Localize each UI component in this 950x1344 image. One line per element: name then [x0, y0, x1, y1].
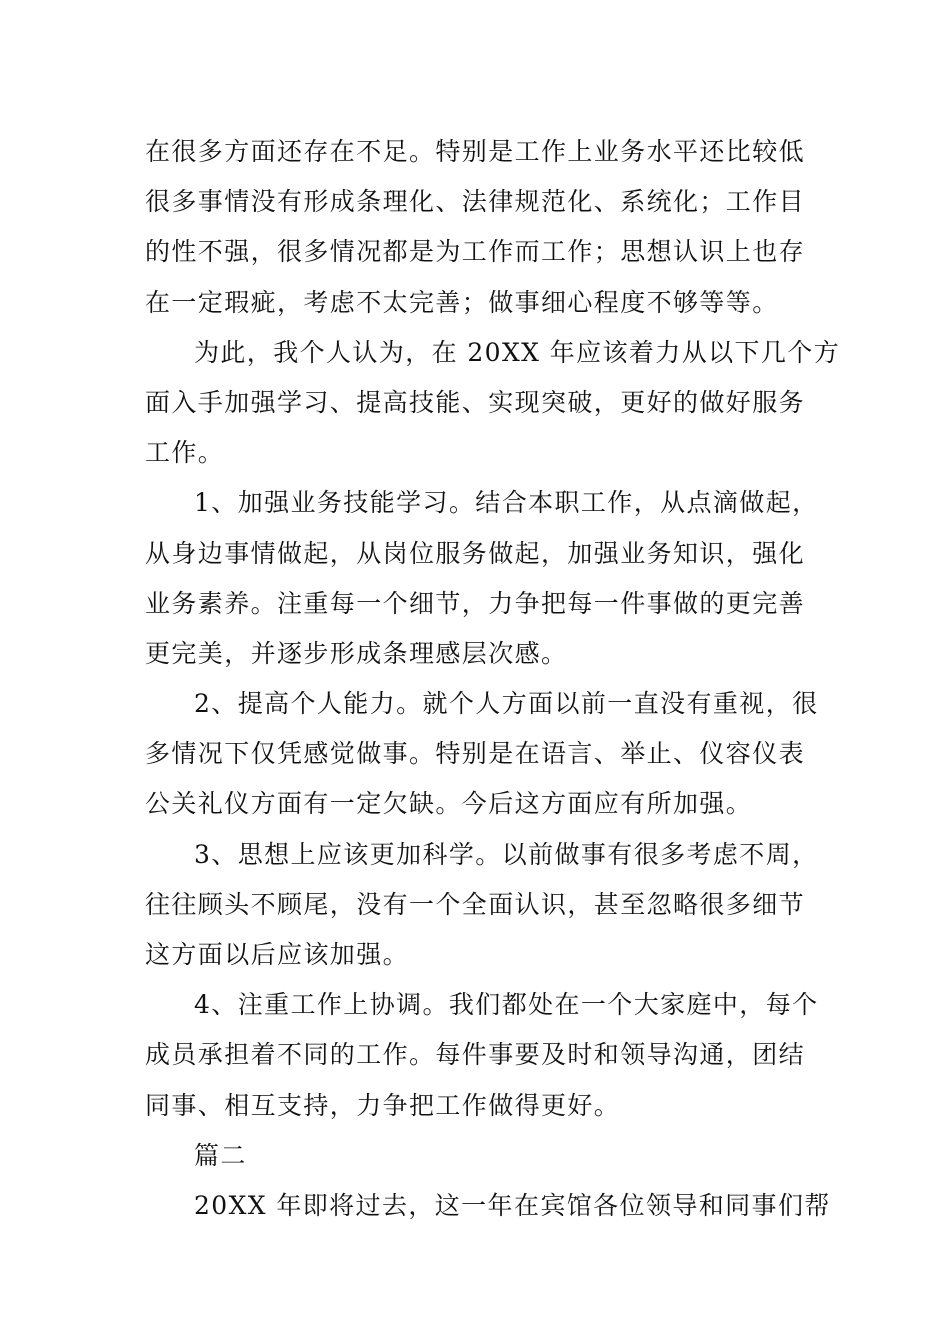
text-line: 往往顾头不顾尾，没有一个全面认识，甚至忽略很多细节 [145, 889, 806, 919]
text-line: 20XX 年即将过去，这一年在宾馆各位领导和同事们帮 [194, 1190, 831, 1220]
text-line: 成员承担着不同的工作。每件事要及时和领导沟通，团结 [145, 1040, 806, 1070]
text-line: 很多事情没有形成条理化、法律规范化、系统化；工作目 [145, 187, 806, 217]
text-line: 同事、相互支持，力争把工作做得更好。 [145, 1090, 621, 1120]
text-line: 为此，我个人认为，在 20XX 年应该着力从以下几个方 [194, 337, 841, 367]
document-body [145, 127, 841, 1231]
text-line: 3、思想上应该更加科学。以前做事有很多考虑不周， [194, 839, 819, 869]
text-line: 从身边事情做起，从岗位服务做起，加强业务知识，强化 [145, 538, 806, 568]
text-line: 篇二 [194, 1140, 247, 1170]
text-line: 在很多方面还存在不足。特别是工作上业务水平还比较低 [145, 137, 806, 166]
text-line: 2、提高个人能力。就个人方面以前一直没有重视，很 [194, 689, 819, 719]
text-line: 更完美，并逐步形成条理感层次感。 [145, 638, 568, 668]
text-line: 多情况下仅凭感觉做事。特别是在语言、举止、仪容仪表 [145, 739, 806, 769]
text-line: 业务素养。注重每一个细节，力争把每一件事做的更完善 [145, 588, 806, 618]
text-line: 公关礼仪方面有一定欠缺。今后这方面应有所加强。 [145, 789, 753, 819]
text-line: 在一定瑕疵，考虑不太完善；做事细心程度不够等等。 [145, 287, 779, 317]
text-line: 工作。 [145, 438, 225, 468]
text-line: 这方面以后应该加强。 [145, 940, 410, 969]
text-line: 1、加强业务技能学习。结合本职工作，从点滴做起， [194, 488, 819, 518]
text-line: 的性不强，很多情况都是为工作而工作；思想认识上也存 [145, 237, 806, 267]
text-line: 4、注重工作上协调。我们都处在一个大家庭中，每个 [194, 990, 819, 1020]
text-line: 面入手加强学习、提高技能、实现突破，更好的做好服务 [145, 387, 806, 417]
